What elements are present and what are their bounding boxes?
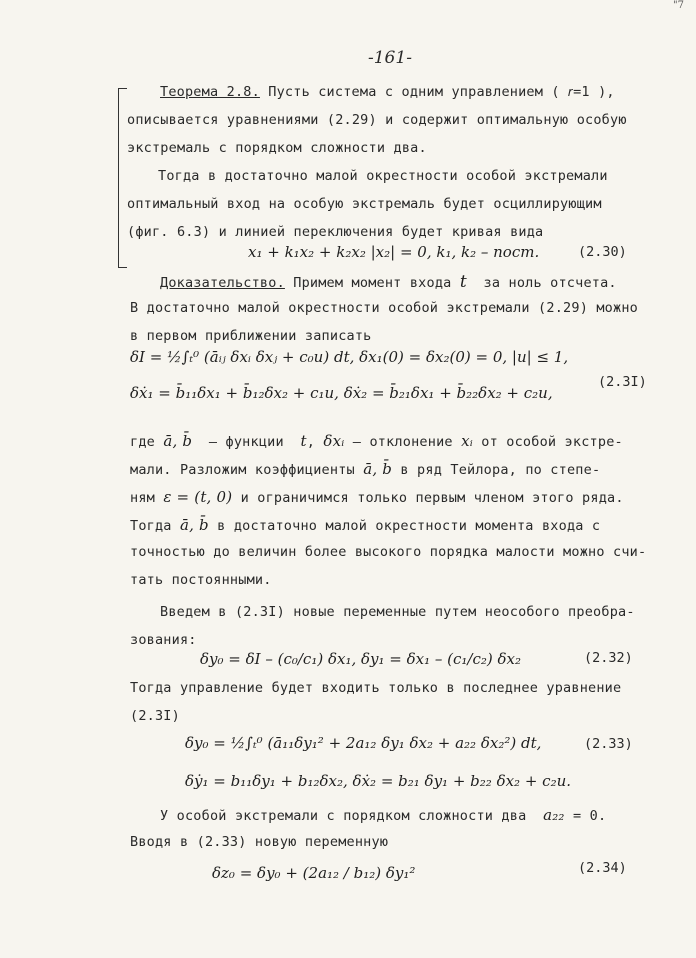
text-line: зования: — [130, 632, 197, 648]
text-line: (фиг. 6.3) и линией переключения будет кривая вида — [127, 224, 544, 240]
text-line: экстремаль с порядком сложности два. — [127, 140, 427, 156]
switch-curve-formula: x₁ + k₁x₂ + k₂x₂ |x₂| = 0, k₁, k₂ – пост. — [248, 243, 540, 261]
eq-number: (2.30) — [578, 244, 627, 260]
text-line: Введем в (2.3I) новые переменные путем неособого преобра- — [160, 604, 635, 620]
text-line: Тогда управление будет входить только в последнее уравнение — [130, 680, 622, 696]
eq-number: (2.33) — [584, 736, 633, 752]
eq-number: (2.3I) — [598, 374, 647, 390]
theorem-bracket — [118, 88, 127, 268]
theorem-heading: Теорема 2.8. — [160, 84, 260, 100]
text-line: в первом приближении записать — [130, 328, 372, 344]
eq-2-31-a: δI = ½∫ₜ⁰ (āᵢⱼ δxᵢ δxⱼ + c₀u) dt, δx₁(0) = δx₂(0) = 0, |u| ≤ 1, — [130, 348, 569, 366]
eq-2-31-b: δẋ₁ = b̄₁₁δx₁ + b̄₁₂δx₂ + c₁u, δẋ₂ = b̄₂₁δx₁ + b̄₂₂δx₂ + c₂u, — [130, 384, 553, 402]
text-line: тать постоянными. — [130, 572, 272, 588]
proof-heading: Доказательство. — [160, 275, 285, 291]
eq-2-33-b: δẏ₁ = b₁₁δy₁ + b₁₂δx₂, δẋ₂ = b₂₁ δy₁ + b₂₂ δx₂ + c₂u. — [185, 772, 572, 790]
text-line: где ā, b̄ – функции t, δxᵢ – отклонение xᵢ от особой экстре- — [130, 432, 623, 450]
text-line: У особой экстремали с порядком сложности два a₂₂ = 0. — [160, 806, 607, 824]
text-line: описывается уравнениями (2.29) и содержит оптимальную особую — [127, 112, 627, 128]
text-line: (2.3I) — [130, 708, 180, 724]
text-line: Вводя в (2.33) новую переменную — [130, 834, 389, 850]
text-line: Доказательство. Примем момент входа t за ноль отсчета. — [160, 272, 617, 292]
text-line: Теорема 2.8. Пусть система с одним управлением ( 𝑟=1 ), — [160, 84, 615, 100]
text-line: оптимальный вход на особую экстремаль будет осциллирующим — [127, 196, 602, 212]
corner-mark: "7 — [673, 0, 684, 11]
eq-2-33-a: δy₀ = ½∫ₜ⁰ (ā₁₁δy₁² + 2a₁₂ δy₁ δx₂ + a₂₂ δx₂²) dt, — [185, 734, 542, 752]
eq-2-34: δz₀ = δy₀ + (2a₁₂ / b₁₂) δy₁² — [212, 864, 416, 882]
eq-number: (2.34) — [578, 860, 627, 876]
text-line: Тогда ā, b̄ в достаточно малой окрестности момента входа с — [130, 516, 601, 534]
text-line: мали. Разложим коэффициенты ā, b̄ в ряд Тейлора, по степе- — [130, 460, 601, 478]
eq-number: (2.32) — [584, 650, 633, 666]
page-number: -161- — [368, 48, 412, 68]
eq-2-32: δy₀ = δI – (c₀/c₁) δx₁, δy₁ = δx₁ – (c₁/c₂) δx₂ — [200, 650, 522, 668]
text-line: ням ε = (t, 0) и ограничимся только первым членом этого ряда. — [130, 488, 624, 506]
text-line: В достаточно малой окрестности особой экстремали (2.29) можно — [130, 300, 638, 316]
text-line: точностью до величин более высокого порядка малости можно счи- — [130, 544, 647, 560]
text-line: Тогда в достаточно малой окрестности особой экстремали — [158, 168, 608, 184]
